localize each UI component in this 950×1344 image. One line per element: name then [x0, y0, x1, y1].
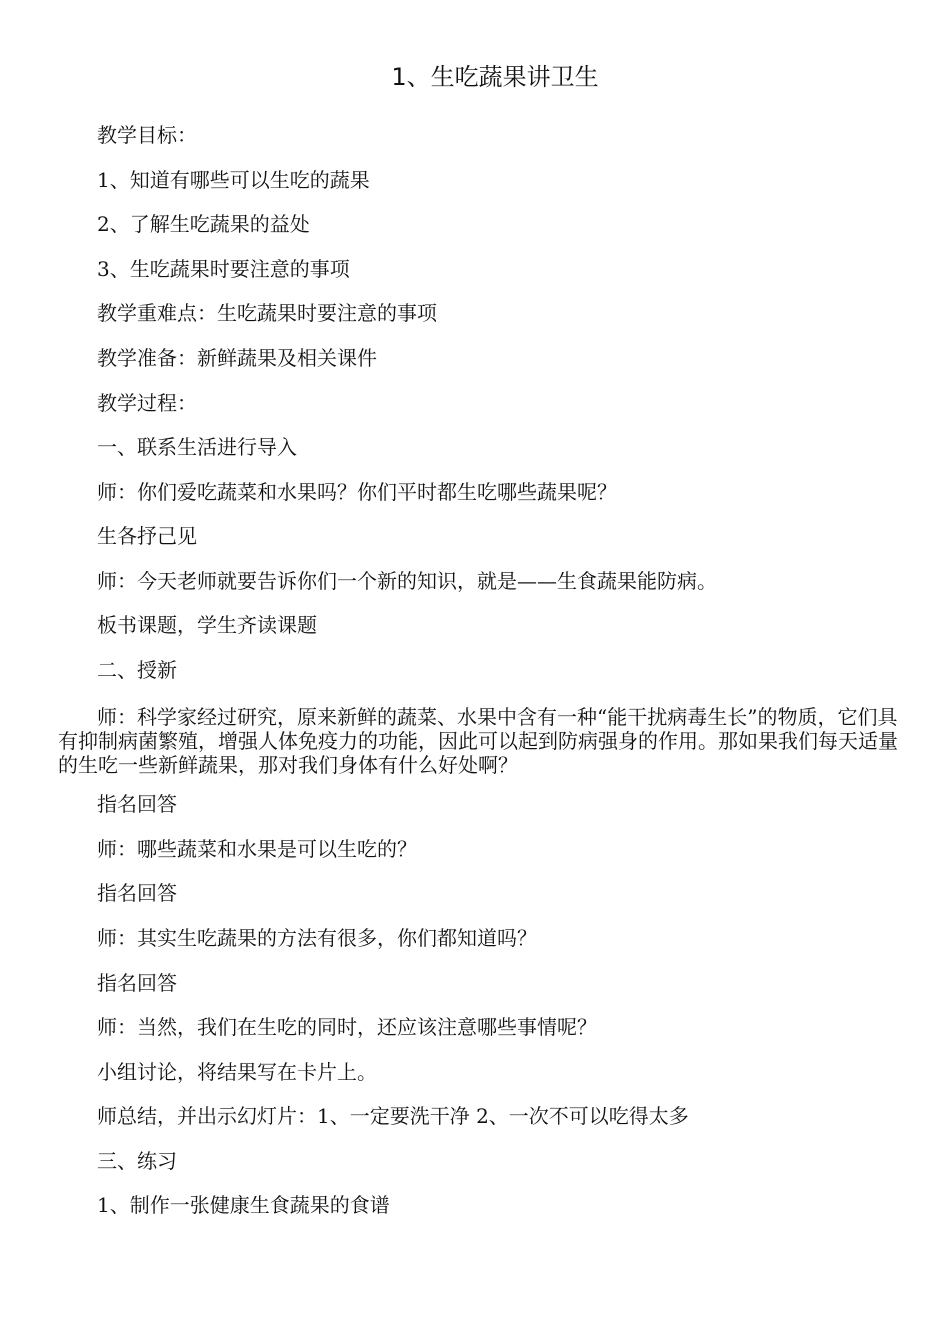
text-line-student-response: 生各抒己见	[97, 524, 197, 548]
text-line-teacher-question-2: 师：哪些蔬菜和水果是可以生吃的？	[97, 837, 417, 861]
text-line-teacher-question-3: 师：其实生吃蔬果的方法有很多，你们都知道吗？	[97, 926, 537, 950]
text-line-objective-2: 2、了解生吃蔬果的益处	[97, 212, 310, 236]
text-line-board-topic: 板书课题，学生齐读课题	[97, 613, 317, 637]
text-line-key-difficulty: 教学重难点：生吃蔬果时要注意的事项	[97, 301, 437, 325]
text-line-teacher-question-4: 师：当然，我们在生吃的同时，还应该注意哪些事情呢？	[97, 1015, 597, 1039]
text-line-teaching-objectives: 教学目标：	[97, 123, 197, 147]
text-line-answer-2: 指名回答	[97, 881, 177, 905]
text-line-preparation: 教学准备：新鲜蔬果及相关课件	[97, 346, 377, 370]
text-line-section-1: 一、联系生活进行导入	[97, 435, 297, 459]
text-line-objective-3: 3、生吃蔬果时要注意的事项	[97, 257, 350, 281]
text-line-section-3: 三、练习	[97, 1149, 177, 1173]
text-line-process: 教学过程：	[97, 391, 197, 415]
text-line-teacher-summary: 师总结，并出示幻灯片：1、一定要洗干净 2、一次不可以吃得太多	[97, 1104, 689, 1128]
text-line-exercise-1: 1、制作一张健康生食蔬果的食谱	[97, 1193, 390, 1217]
text-line-teacher-question-1: 师：你们爱吃蔬菜和水果吗？你们平时都生吃哪些蔬果呢？	[97, 480, 617, 504]
text-line-answer-1: 指名回答	[97, 792, 177, 816]
text-line-section-2: 二、授新	[97, 658, 177, 682]
text-line-group-discussion: 小组讨论，将结果写在卡片上。	[97, 1060, 377, 1084]
text-paragraph-teacher-explanation: 师：科学家经过研究，原来新鲜的蔬菜、水果中含有一种“能干扰病毒生长”的物质，它们具有抑制病菌繁殖，增强人体免疫力的功能，因此可以起到防病强身的作用。那如果我们每天适量的生吃一些新鲜蔬果，那对我们身体有什么好处啊？	[58, 705, 898, 777]
text-line-answer-3: 指名回答	[97, 971, 177, 995]
text-line-teacher-intro: 师：今天老师就要告诉你们一个新的知识，就是——生食蔬果能防病。	[97, 569, 717, 593]
document-title: 1、生吃蔬果讲卫生	[391, 63, 599, 91]
text-line-objective-1: 1、知道有哪些可以生吃的蔬果	[97, 168, 370, 192]
